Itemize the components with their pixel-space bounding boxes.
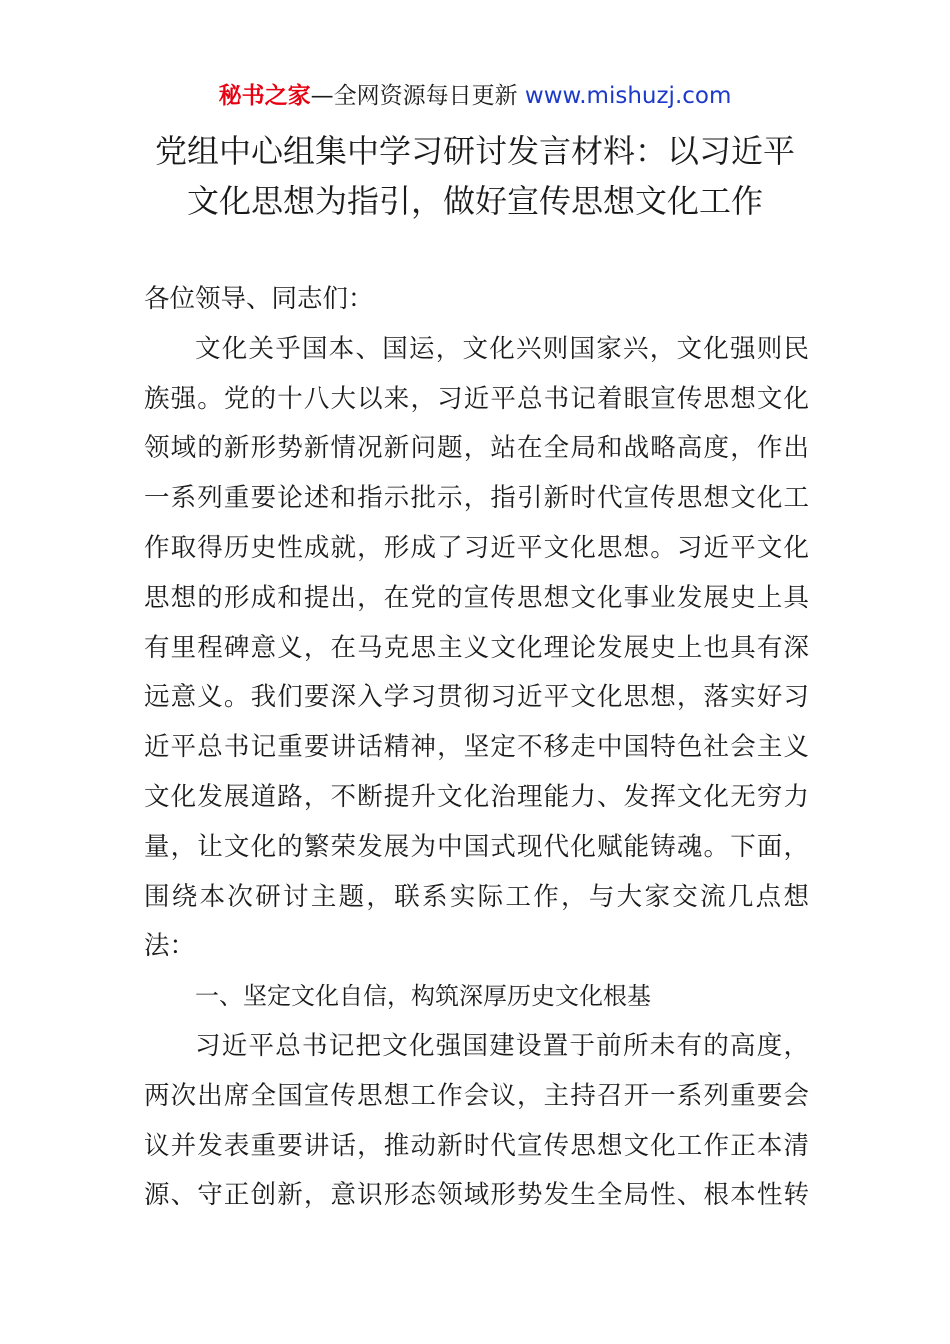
salutation: 各位领导、同志们： [144, 284, 374, 314]
paragraph-line: 一系列重要论述和指示批示，指引新时代宣传思想文化工 [144, 483, 809, 514]
paragraph-line: 领域的新形势新情况新问题，站在全局和战略高度，作出 [144, 433, 809, 464]
title-line-2: 文化思想为指引，做好宣传思想文化工作 [186, 182, 763, 220]
paragraph-line: 思想的形成和提出，在党的宣传思想文化事业发展史上具 [144, 582, 809, 613]
paragraph-2 [144, 1022, 809, 1221]
site-brand: 秘书之家 [218, 83, 311, 109]
site-url-link[interactable]: www.mishuzj.com [524, 83, 732, 109]
paragraph-line: 文化关乎国本、国运，文化兴则国家兴，文化强则民 [195, 333, 809, 364]
paragraph-line: 议并发表重要讲话，推动新时代宣传思想文化工作正本清 [144, 1130, 809, 1161]
paragraph-line: 作取得历史性成就，形成了习近平文化思想。习近平文化 [144, 532, 809, 563]
paragraph-line: 两次出席全国宣传思想工作会议，主持召开一系列重要会 [144, 1080, 809, 1111]
paragraph-line: 习近平总书记把文化强国建设置于前所未有的高度， [195, 1030, 809, 1061]
section-heading-1: 一、坚定文化自信，构筑深厚历史文化根基 [195, 982, 651, 1011]
paragraph-line: 量，让文化的繁荣发展为中国式现代化赋能铸魂。下面， [144, 831, 809, 862]
paragraph-line: 族强。党的十八大以来，习近平总书记着眼宣传思想文化 [144, 383, 809, 414]
paragraph-line: 围绕本次研讨主题，联系实际工作，与大家交流几点想 [144, 881, 809, 912]
site-header [0, 80, 950, 112]
paragraph-line: 源、守正创新，意识形态领域形势发生全局性、根本性转 [144, 1180, 809, 1211]
paragraph-line: 法： [144, 931, 196, 962]
site-tagline: —全网资源每日更新 [310, 83, 525, 109]
paragraph-1 [144, 325, 809, 972]
document-body [144, 275, 809, 1221]
document-title [100, 126, 850, 226]
paragraph-line: 有里程碑意义，在马克思主义文化理论发展史上也具有深 [144, 632, 809, 663]
paragraph-line: 文化发展道路，不断提升文化治理能力、发挥文化无穷力 [144, 781, 809, 812]
title-line-1: 党组中心组集中学习研讨发言材料：以习近平 [154, 132, 795, 170]
paragraph-line: 近平总书记重要讲话精神，坚定不移走中国特色社会主义 [144, 732, 809, 763]
paragraph-line: 远意义。我们要深入学习贯彻习近平文化思想，落实好习 [144, 682, 809, 713]
